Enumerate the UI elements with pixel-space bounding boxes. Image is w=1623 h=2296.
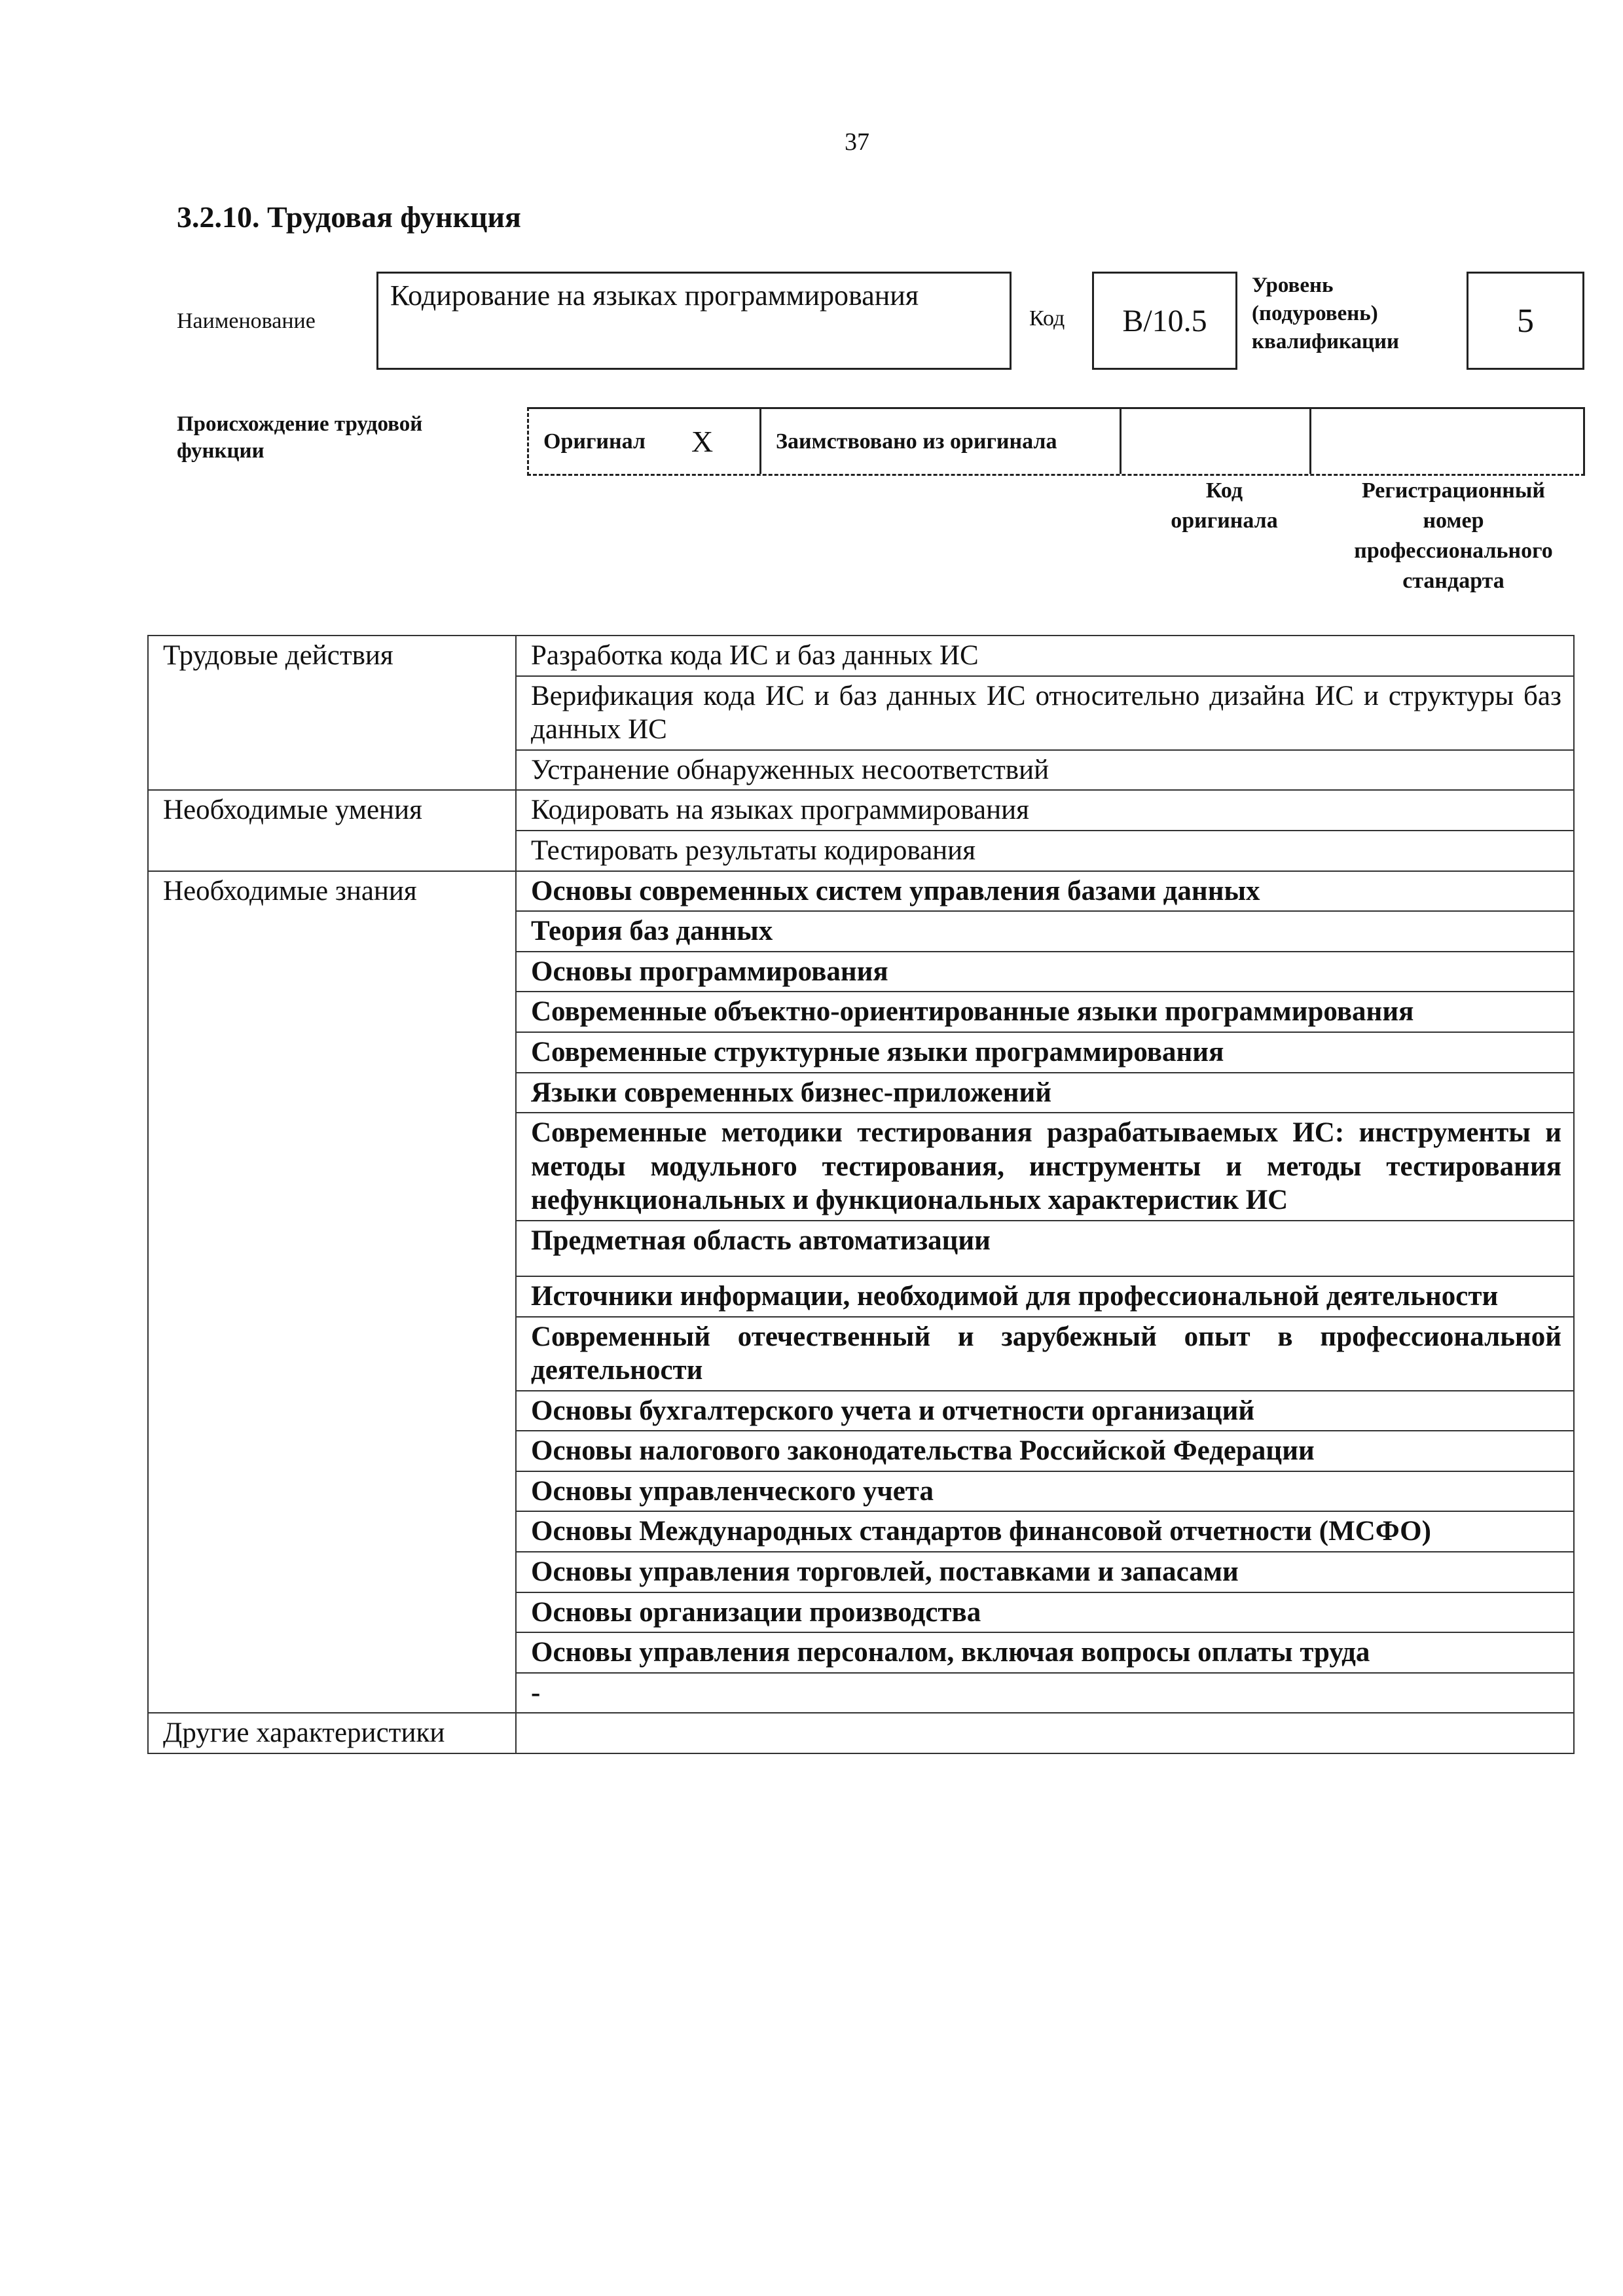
other-value	[516, 1713, 1574, 1753]
reg-number-cell	[1311, 409, 1583, 474]
knowledge-item: Современные методики тестирования разрабатываемых ИС: инструменты и методы модульного тестирования, инструменты и методы тестирования нефункциональных и функциональных характеристик ИС	[516, 1113, 1574, 1221]
table-row	[148, 636, 1574, 676]
code-value: B/10.5	[1122, 303, 1207, 338]
knowledge-item: Современные объектно-ориентированные языки программирования	[516, 992, 1574, 1032]
knowledge-item: Языки современных бизнес-приложений	[516, 1073, 1574, 1113]
other-label: Другие характеристики	[148, 1713, 516, 1753]
borrowed-cell	[761, 409, 1122, 474]
knowledge-item: Основы организации производства	[516, 1592, 1574, 1633]
level-label-line: (подуровень)	[1252, 301, 1378, 325]
function-name-box	[376, 272, 1012, 370]
table-row	[148, 871, 1574, 912]
table-row	[148, 1713, 1574, 1753]
actions-label: Трудовые действия	[148, 636, 516, 790]
knowledge-item: Основы управления торговлей, поставками и запасами	[516, 1552, 1574, 1592]
function-table	[147, 635, 1575, 1754]
page-number: 37	[845, 128, 869, 156]
knowledge-item: Основы управления персоналом, включая вопросы оплаты труда	[516, 1632, 1574, 1673]
knowledge-item: Основы Международных стандартов финансовой отчетности (МСФО)	[516, 1511, 1574, 1552]
knowledge-item: Основы налогового законодательства Российской Федерации	[516, 1431, 1574, 1471]
knowledge-item: Основы современных систем управления базами данных	[516, 871, 1574, 912]
reg-caption-line: профессионального	[1354, 538, 1553, 563]
origin-label-line: Происхождение трудовой	[177, 412, 423, 436]
action-item: Устранение обнаруженных несоответствий	[516, 750, 1574, 791]
action-item: Верификация кода ИС и баз данных ИС относительно дизайна ИС и структуры баз данных ИС	[516, 676, 1574, 750]
origin-label-line: функции	[177, 439, 264, 463]
origin-table	[527, 407, 1585, 476]
level-label-line: Уровень	[1252, 274, 1334, 297]
skill-item: Кодировать на языках программирования	[516, 790, 1574, 831]
knowledge-item: Современный отечественный и зарубежный опыт в профессиональной деятельности	[516, 1317, 1574, 1391]
knowledge-item: Теория баз данных	[516, 911, 1574, 952]
knowledge-item: Предметная область автоматизации	[516, 1221, 1574, 1276]
reg-caption-line: номер	[1423, 508, 1484, 533]
code-label: Код	[1029, 306, 1065, 331]
skill-item: Тестировать результаты кодирования	[516, 831, 1574, 871]
knowledge-item: -	[516, 1673, 1574, 1713]
reg-caption-line: стандарта	[1402, 568, 1504, 593]
original-label: Оригинал	[543, 429, 646, 454]
function-name: Кодирование на языках программирования	[390, 279, 919, 312]
action-item: Разработка кода ИС и баз данных ИС	[516, 636, 1574, 676]
code-caption-line: оригинала	[1171, 508, 1278, 533]
knowledge-label: Необходимые знания	[148, 871, 516, 1713]
knowledge-item: Основы управленческого учета	[516, 1471, 1574, 1512]
skills-label: Необходимые умения	[148, 790, 516, 870]
level-label-line: квалификации	[1252, 329, 1400, 353]
section-title: 3.2.10. Трудовая функция	[177, 200, 521, 234]
reg-caption	[1316, 476, 1591, 596]
original-cell	[529, 409, 761, 474]
code-box	[1092, 272, 1237, 370]
name-label: Наименование	[177, 309, 316, 333]
code-caption	[1120, 476, 1329, 536]
level-value: 5	[1517, 302, 1534, 340]
level-box	[1467, 272, 1584, 370]
table-row	[148, 790, 1574, 831]
level-label	[1252, 272, 1399, 356]
reg-caption-line: Регистрационный	[1361, 478, 1546, 503]
borrowed-label: Заимствовано из оригинала	[776, 429, 1057, 454]
knowledge-item: Источники информации, необходимой для профессиональной деятельности	[516, 1276, 1574, 1317]
code-caption-line: Код	[1205, 478, 1243, 503]
knowledge-item: Основы бухгалтерского учета и отчетности организаций	[516, 1391, 1574, 1431]
knowledge-item: Основы программирования	[516, 952, 1574, 992]
knowledge-item: Современные структурные языки программирования	[516, 1032, 1574, 1073]
original-mark: X	[691, 425, 714, 458]
original-code-cell	[1122, 409, 1311, 474]
origin-label	[177, 411, 422, 465]
